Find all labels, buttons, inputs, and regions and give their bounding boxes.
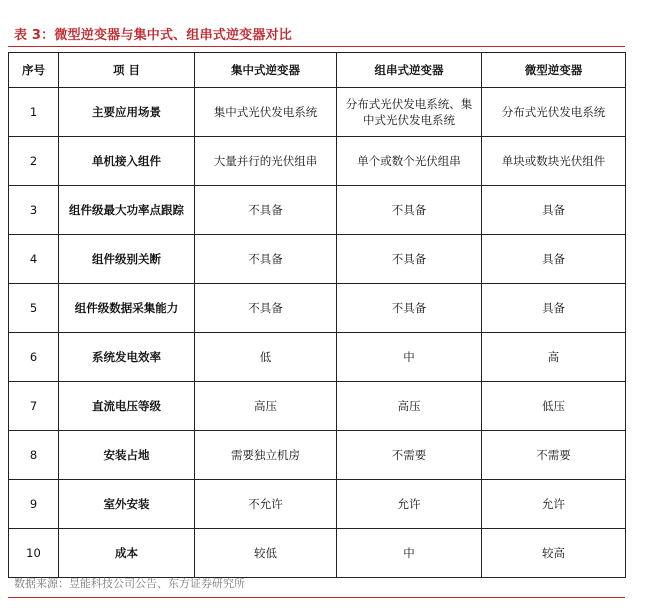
cell-string: 高压 xyxy=(337,382,482,431)
cell-string: 单个或数个光伏组串 xyxy=(337,137,482,186)
table-row xyxy=(9,333,626,382)
header-item: 项 目 xyxy=(59,53,195,88)
cell-centralized: 需要独立机房 xyxy=(195,431,337,480)
table-row xyxy=(9,137,626,186)
cell-item: 安装占地 xyxy=(59,431,195,480)
cell-index: 9 xyxy=(9,480,59,529)
cell-index: 1 xyxy=(9,88,59,137)
table-row xyxy=(9,529,626,578)
cell-micro: 低压 xyxy=(482,382,626,431)
cell-centralized: 较低 xyxy=(195,529,337,578)
cell-item: 主要应用场景 xyxy=(59,88,195,137)
table-row xyxy=(9,284,626,333)
cell-string: 不具备 xyxy=(337,186,482,235)
cell-item: 单机接入组件 xyxy=(59,137,195,186)
cell-centralized: 大量并行的光伏组串 xyxy=(195,137,337,186)
header-centralized: 集中式逆变器 xyxy=(195,53,337,88)
cell-micro: 分布式光伏发电系统 xyxy=(482,88,626,137)
cell-centralized: 低 xyxy=(195,333,337,382)
cell-string: 中 xyxy=(337,529,482,578)
cell-index: 7 xyxy=(9,382,59,431)
cell-string: 分布式光伏发电系统、集中式光伏发电系统 xyxy=(337,88,482,137)
title-divider xyxy=(8,46,625,47)
cell-centralized: 不具备 xyxy=(195,284,337,333)
header-index: 序号 xyxy=(9,53,59,88)
table-title: 表 3：微型逆变器与集中式、组串式逆变器对比 xyxy=(14,28,292,43)
cell-micro: 具备 xyxy=(482,284,626,333)
comparison-table xyxy=(8,52,626,578)
cell-item: 室外安装 xyxy=(59,480,195,529)
cell-item: 系统发电效率 xyxy=(59,333,195,382)
cell-item: 组件级最大功率点跟踪 xyxy=(59,186,195,235)
cell-micro: 具备 xyxy=(482,235,626,284)
cell-centralized: 集中式光伏发电系统 xyxy=(195,88,337,137)
cell-centralized: 高压 xyxy=(195,382,337,431)
table-row xyxy=(9,186,626,235)
cell-item: 直流电压等级 xyxy=(59,382,195,431)
cell-micro: 单块或数块光伏组件 xyxy=(482,137,626,186)
cell-centralized: 不具备 xyxy=(195,235,337,284)
cell-centralized: 不具备 xyxy=(195,186,337,235)
cell-item: 组件级别关断 xyxy=(59,235,195,284)
cell-index: 2 xyxy=(9,137,59,186)
cell-item: 成本 xyxy=(59,529,195,578)
table-row xyxy=(9,480,626,529)
data-source-note: 数据来源：昱能科技公司公告、东方证券研究所 xyxy=(14,577,245,590)
cell-index: 5 xyxy=(9,284,59,333)
table-row xyxy=(9,382,626,431)
cell-string: 不需要 xyxy=(337,431,482,480)
table-row xyxy=(9,431,626,480)
table-row xyxy=(9,88,626,137)
cell-index: 3 xyxy=(9,186,59,235)
cell-centralized: 不允许 xyxy=(195,480,337,529)
cell-string: 不具备 xyxy=(337,284,482,333)
cell-micro: 具备 xyxy=(482,186,626,235)
cell-micro: 较高 xyxy=(482,529,626,578)
cell-micro: 允许 xyxy=(482,480,626,529)
cell-index: 4 xyxy=(9,235,59,284)
header-string: 组串式逆变器 xyxy=(337,53,482,88)
cell-index: 10 xyxy=(9,529,59,578)
cell-micro: 高 xyxy=(482,333,626,382)
cell-item: 组件级数据采集能力 xyxy=(59,284,195,333)
cell-string: 中 xyxy=(337,333,482,382)
header-micro: 微型逆变器 xyxy=(482,53,626,88)
cell-index: 8 xyxy=(9,431,59,480)
footer-divider xyxy=(8,597,625,598)
table-row xyxy=(9,235,626,284)
cell-micro: 不需要 xyxy=(482,431,626,480)
cell-string: 不具备 xyxy=(337,235,482,284)
header-row xyxy=(9,53,626,88)
cell-index: 6 xyxy=(9,333,59,382)
cell-string: 允许 xyxy=(337,480,482,529)
